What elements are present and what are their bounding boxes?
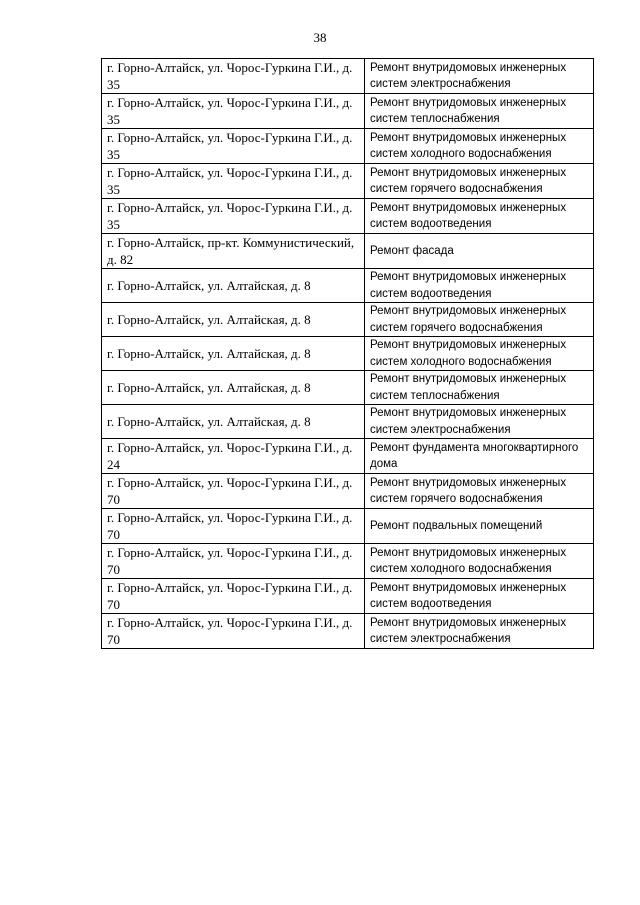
table-row bbox=[102, 614, 594, 649]
address-cell: г. Горно-Алтайск, ул. Чорос-Гуркина Г.И., д. 35 bbox=[102, 94, 365, 129]
table-row bbox=[102, 509, 594, 544]
address-cell: г. Горно-Алтайск, ул. Чорос-Гуркина Г.И., д. 24 bbox=[102, 439, 365, 474]
address-cell: г. Горно-Алтайск, ул. Чорос-Гуркина Г.И., д. 35 bbox=[102, 164, 365, 199]
work-type-cell: Ремонт внутридомовых инженерных систем холодного водоснабжения bbox=[365, 129, 594, 164]
table-row bbox=[102, 337, 594, 371]
work-type-cell: Ремонт внутридомовых инженерных систем горячего водоснабжения bbox=[365, 474, 594, 509]
table-row bbox=[102, 234, 594, 269]
address-cell: г. Горно-Алтайск, ул. Алтайская, д. 8 bbox=[102, 371, 365, 405]
table-row bbox=[102, 579, 594, 614]
work-type-cell: Ремонт внутридомовых инженерных систем горячего водоснабжения bbox=[365, 164, 594, 199]
table-row bbox=[102, 371, 594, 405]
work-type-cell: Ремонт внутридомовых инженерных систем теплоснабжения bbox=[365, 371, 594, 405]
work-type-cell: Ремонт внутридомовых инженерных систем электроснабжения bbox=[365, 405, 594, 439]
work-type-cell: Ремонт внутридомовых инженерных систем водоотведения bbox=[365, 269, 594, 303]
address-cell: г. Горно-Алтайск, ул. Алтайская, д. 8 bbox=[102, 269, 365, 303]
table-row bbox=[102, 129, 594, 164]
address-cell: г. Горно-Алтайск, ул. Чорос-Гуркина Г.И., д. 70 bbox=[102, 474, 365, 509]
page-number: 38 bbox=[313, 30, 327, 45]
table-row bbox=[102, 269, 594, 303]
work-type-cell: Ремонт подвальных помещений bbox=[365, 509, 594, 544]
address-cell: г. Горно-Алтайск, ул. Алтайская, д. 8 bbox=[102, 303, 365, 337]
table-row bbox=[102, 439, 594, 474]
table-row bbox=[102, 59, 594, 94]
table-row bbox=[102, 474, 594, 509]
table-row bbox=[102, 94, 594, 129]
work-type-cell: Ремонт внутридомовых инженерных систем водоотведения bbox=[365, 199, 594, 234]
work-type-cell: Ремонт внутридомовых инженерных систем горячего водоснабжения bbox=[365, 303, 594, 337]
address-cell: г. Горно-Алтайск, ул. Чорос-Гуркина Г.И., д. 70 bbox=[102, 579, 365, 614]
address-cell: г. Горно-Алтайск, ул. Чорос-Гуркина Г.И., д. 35 bbox=[102, 129, 365, 164]
work-type-cell: Ремонт внутридомовых инженерных систем электроснабжения bbox=[365, 614, 594, 649]
work-type-cell: Ремонт внутридомовых инженерных систем холодного водоснабжения bbox=[365, 544, 594, 579]
table-row bbox=[102, 544, 594, 579]
table-row bbox=[102, 303, 594, 337]
address-cell: г. Горно-Алтайск, ул. Алтайская, д. 8 bbox=[102, 405, 365, 439]
table-row bbox=[102, 405, 594, 439]
work-type-cell: Ремонт фасада bbox=[365, 234, 594, 269]
table-row bbox=[102, 199, 594, 234]
table-row bbox=[102, 164, 594, 199]
work-type-cell: Ремонт внутридомовых инженерных систем холодного водоснабжения bbox=[365, 337, 594, 371]
address-cell: г. Горно-Алтайск, ул. Алтайская, д. 8 bbox=[102, 337, 365, 371]
work-type-cell: Ремонт внутридомовых инженерных систем электроснабжения bbox=[365, 59, 594, 94]
address-cell: г. Горно-Алтайск, ул. Чорос-Гуркина Г.И., д. 35 bbox=[102, 59, 365, 94]
address-cell: г. Горно-Алтайск, ул. Чорос-Гуркина Г.И., д. 70 bbox=[102, 544, 365, 579]
work-type-cell: Ремонт внутридомовых инженерных систем теплоснабжения bbox=[365, 94, 594, 129]
address-cell: г. Горно-Алтайск, ул. Чорос-Гуркина Г.И., д. 70 bbox=[102, 509, 365, 544]
work-type-cell: Ремонт фундамента многоквартирного дома bbox=[365, 439, 594, 474]
records-table bbox=[101, 58, 594, 649]
address-cell: г. Горно-Алтайск, ул. Чорос-Гуркина Г.И., д. 35 bbox=[102, 199, 365, 234]
address-cell: г. Горно-Алтайск, пр-кт. Коммунистический, д. 82 bbox=[102, 234, 365, 269]
address-cell: г. Горно-Алтайск, ул. Чорос-Гуркина Г.И., д. 70 bbox=[102, 614, 365, 649]
work-type-cell: Ремонт внутридомовых инженерных систем водоотведения bbox=[365, 579, 594, 614]
